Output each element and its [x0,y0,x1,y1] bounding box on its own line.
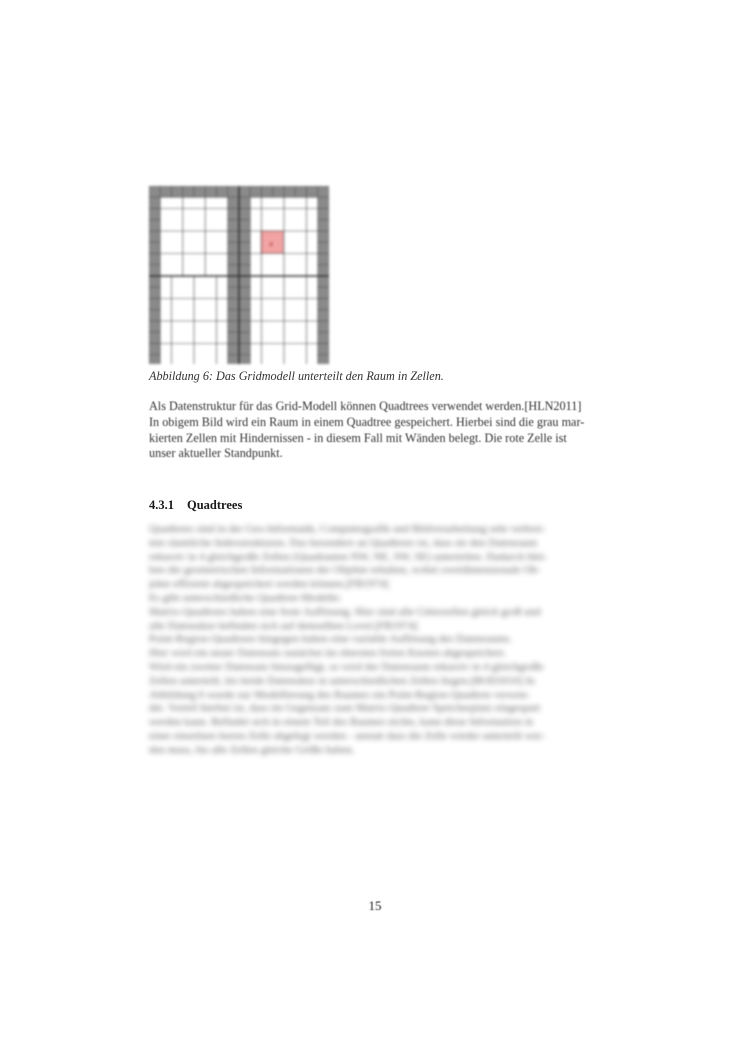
wall-cell [228,310,239,321]
body-paragraph [149,399,601,462]
wall-cell [228,355,239,364]
wall-cell [239,310,250,321]
wall-cell [149,197,160,208]
body-line: Es gibt unterschiedliche Quadtree-Modelle: [149,591,342,604]
page-number: 15 [368,898,382,913]
wall-cell [205,186,216,197]
wall-cell [318,355,329,364]
wall-cell [239,344,250,355]
wall-cell [239,265,250,276]
wall-cell [239,254,250,265]
wall-cell [228,287,239,298]
paragraph-line: Als Datenstruktur für das Grid-Modell können Quadtrees verwendet werden.[HLN2011] [149,399,582,413]
wall-cell [228,209,239,220]
wall-cell [172,186,183,197]
paragraph-line: unser aktueller Standpunkt. [149,446,283,461]
wall-cell [239,186,250,197]
wall-cell [194,186,205,197]
body-line: Zellen unterteilt, bis beide Datensätze in unterschiedlichen Zellen liegen.[BOD2010] In [149,674,535,687]
wall-cell [307,186,318,197]
wall-cell [273,186,284,197]
wall-cell [318,220,329,231]
wall-cell [160,186,171,197]
body-line: den muss, bis alle Zellen gleiche Größe haben. [149,743,355,756]
body-line: ben die geometrischen Informationen der Objekte erhalten, wobei zweidimensionale Ob- [149,564,541,577]
wall-cell [149,344,160,355]
wall-cell [149,186,160,197]
body-line: Point-Region-Quadtrees hingegen haben eine variable Auflösung des Datenraums. [149,633,512,646]
body-line: alle Datensätze befinden sich auf demselben Level.[FB1974] [149,619,418,632]
wall-cell [239,242,250,253]
wall-cell [228,332,239,343]
wall-cell [228,254,239,265]
body-line: Hier wird ein neuer Datensatz zunächst im obersten freien Knoten abgespeichert. [149,647,507,660]
body-line: rekursiv in 4 gleichgroße Zellen (Quadranten NW, NE, SW, SE) unterteilen. Dadurch blei- [149,550,548,563]
wall-cell [149,355,160,364]
body-line: Wird ein zweiter Datensatz hinzugefügt, so wird der Datenraum rekursiv in 4 gleichgroße [149,660,544,673]
body-line: det. Vorteil hierbei ist, dass im Gegensatz zum Matrix-Quadtree Speicherplatz eingespart [149,702,541,715]
wall-cell [149,254,160,265]
body-line: jekte effizient abgespeichert werden können.[FB1974] [149,578,389,591]
body-line: Quadtrees sind in der Geo-Informatik, Computergrafik und Bildverarbeitung sehr verbrei- [149,523,546,535]
section-heading [149,497,601,513]
wall-cell [239,299,250,310]
wall-cell [149,310,160,321]
wall-cell [318,287,329,298]
wall-cell [228,231,239,242]
wall-cell [318,265,329,276]
wall-cell [228,220,239,231]
wall-cell [239,355,250,364]
wall-cell [228,344,239,355]
wall-cell [228,242,239,253]
wall-cell [149,231,160,242]
wall-cell [318,254,329,265]
wall-cell [228,299,239,310]
section-body-blurred [149,523,601,758]
wall-cell [149,299,160,310]
wall-cell [262,186,273,197]
wall-cell [318,344,329,355]
grid-model-figure [149,186,329,364]
wall-cell [149,321,160,332]
wall-cell [318,231,329,242]
wall-cell [318,186,329,197]
wall-cell [239,209,250,220]
section-title: Quadtrees [187,498,243,512]
wall-cell [228,186,239,197]
wall-cell [318,299,329,310]
wall-cell [239,231,250,242]
current-cell-marker: a [269,239,273,248]
section-number: 4.3.1 [149,498,174,512]
wall-cell [149,276,160,287]
wall-cell [228,321,239,332]
wall-cell [318,276,329,287]
wall-cell [239,220,250,231]
wall-cell [149,287,160,298]
paragraph-line: In obigem Bild wird ein Raum in einem Quadtree gespeichert. Hierbei sind die grau mar- [149,414,585,429]
body-line: werden kann. Befindet sich in einem Teil des Raumes nichts, kann diese Information in [149,716,534,729]
wall-cell [228,276,239,287]
wall-cell [149,242,160,253]
wall-cell [295,186,306,197]
wall-cell [149,209,160,220]
wall-cell [318,197,329,208]
wall-cell [318,332,329,343]
wall-cell [228,265,239,276]
wall-cell [217,186,228,197]
wall-cell [239,287,250,298]
figure-caption: Abbildung 6: Das Gridmodell unterteilt den Raum in Zellen. [149,369,444,383]
body-line: einer einzelnen leeren Zelle abgelegt werden - anstatt dass die Zelle wieder unterteilt wer- [149,729,545,742]
wall-cell [239,197,250,208]
wall-cell [239,321,250,332]
wall-cell [318,242,329,253]
wall-cell [318,209,329,220]
wall-cell [284,186,295,197]
body-line: tete räumliche Indexstrukturen. Das besondere an Quadtrees ist, dass sie den Datenraum [149,536,538,549]
wall-cell [149,220,160,231]
wall-cell [239,276,250,287]
wall-cell [250,186,261,197]
body-line: Abbildung 6 wurde zur Modellierung des Raumes ein Point-Region-Quadtree verwen- [149,688,530,701]
wall-cell [149,265,160,276]
quadtree-grid-diagram [149,186,329,364]
wall-cell [318,321,329,332]
wall-cell [183,186,194,197]
wall-cell [228,197,239,208]
body-line: Matrix-Quadtrees haben eine feste Auflösung. Hier sind alle Gitterzellen gleich groß und [149,605,541,618]
paragraph-line: kierten Zellen mit Hindernissen - in diesem Fall mit Wänden belegt. Die rote Zelle ist [149,430,567,445]
wall-cell [318,310,329,321]
wall-cell [239,332,250,343]
wall-cell [149,332,160,343]
